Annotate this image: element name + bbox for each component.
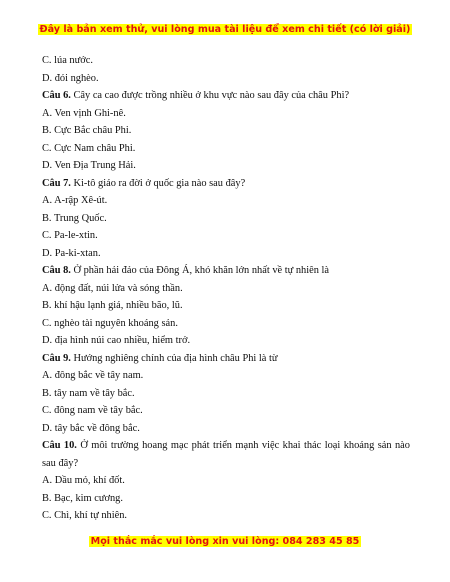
option-line: A. đông bắc về tây nam. xyxy=(42,370,144,381)
question-number: Câu 7. xyxy=(42,177,71,189)
option-line: C. nghèo tài nguyên khoáng sản. xyxy=(42,317,178,329)
option-line: C. lúa nước. xyxy=(42,55,93,66)
question-9 xyxy=(42,350,410,368)
option-line: C. Pa-le-xtin. xyxy=(42,230,98,241)
option-line: D. Ven Địa Trung Hải. xyxy=(42,160,136,171)
option-line: C. đông nam về tây bắc. xyxy=(42,405,143,416)
question-list xyxy=(42,52,410,525)
question-text: Ki-tô giáo ra đời ở quốc gia nào sau đây? xyxy=(73,177,246,189)
question-7 xyxy=(42,175,410,193)
option-line: C. Chì, khí tự nhiên. xyxy=(42,510,128,521)
preview-notice-text: Đây là bản xem thử, vui lòng mua tài liệu để xem chi tiết (có lời giải) xyxy=(39,24,411,35)
question-text: Ở phần hải đảo của Đông Á, khó khăn lớn nhất về tự nhiên là xyxy=(73,265,330,276)
contact-notice-text: Mọi thắc mắc vui lòng xin vui lòng: 084 283 45 85 xyxy=(90,536,360,547)
question-text: Hướng nghiêng chính của địa hình châu Phi là từ xyxy=(73,352,278,364)
question-number: Câu 8. xyxy=(42,265,71,276)
option-line: D. Pa-ki-xtan. xyxy=(42,247,101,259)
option-line: D. đói nghèo. xyxy=(42,72,99,84)
option-line: B. Cực Bắc châu Phi. xyxy=(42,125,132,136)
option-line: A. Dầu mỏ, khí đốt. xyxy=(42,475,125,486)
option-line: A. động đất, núi lửa và sóng thần. xyxy=(42,282,183,294)
contact-notice-banner xyxy=(0,536,450,547)
option-line: B. Bạc, kim cương. xyxy=(42,492,123,504)
question-8 xyxy=(42,262,410,280)
option-line: C. Cực Nam châu Phi. xyxy=(42,142,136,154)
question-number: Câu 6. xyxy=(42,90,71,101)
question-number: Câu 9. xyxy=(42,352,71,364)
option-line: A. A-rập Xê-út. xyxy=(42,195,108,206)
question-10 xyxy=(42,437,410,472)
question-text: Ở môi trường hoang mạc phát triển mạnh việc khai thác loại khoáng sản nào sau đây? xyxy=(42,440,410,469)
question-number: Câu 10. xyxy=(42,440,77,451)
option-line: A. Ven vịnh Ghi-nê. xyxy=(42,107,126,119)
preview-notice-banner xyxy=(0,24,450,35)
option-line: B. tây nam về tây bắc. xyxy=(42,387,135,399)
option-line: B. khí hậu lạnh giá, nhiều bão, lũ. xyxy=(42,300,183,311)
option-line: D. tây bắc về đông bắc. xyxy=(42,422,140,434)
option-line: B. Trung Quốc. xyxy=(42,212,107,224)
option-line: D. địa hình núi cao nhiều, hiểm trở. xyxy=(42,335,191,346)
question-6 xyxy=(42,87,410,105)
question-text: Cây ca cao được trồng nhiều ở khu vực nào sau đây của châu Phi? xyxy=(73,90,350,101)
